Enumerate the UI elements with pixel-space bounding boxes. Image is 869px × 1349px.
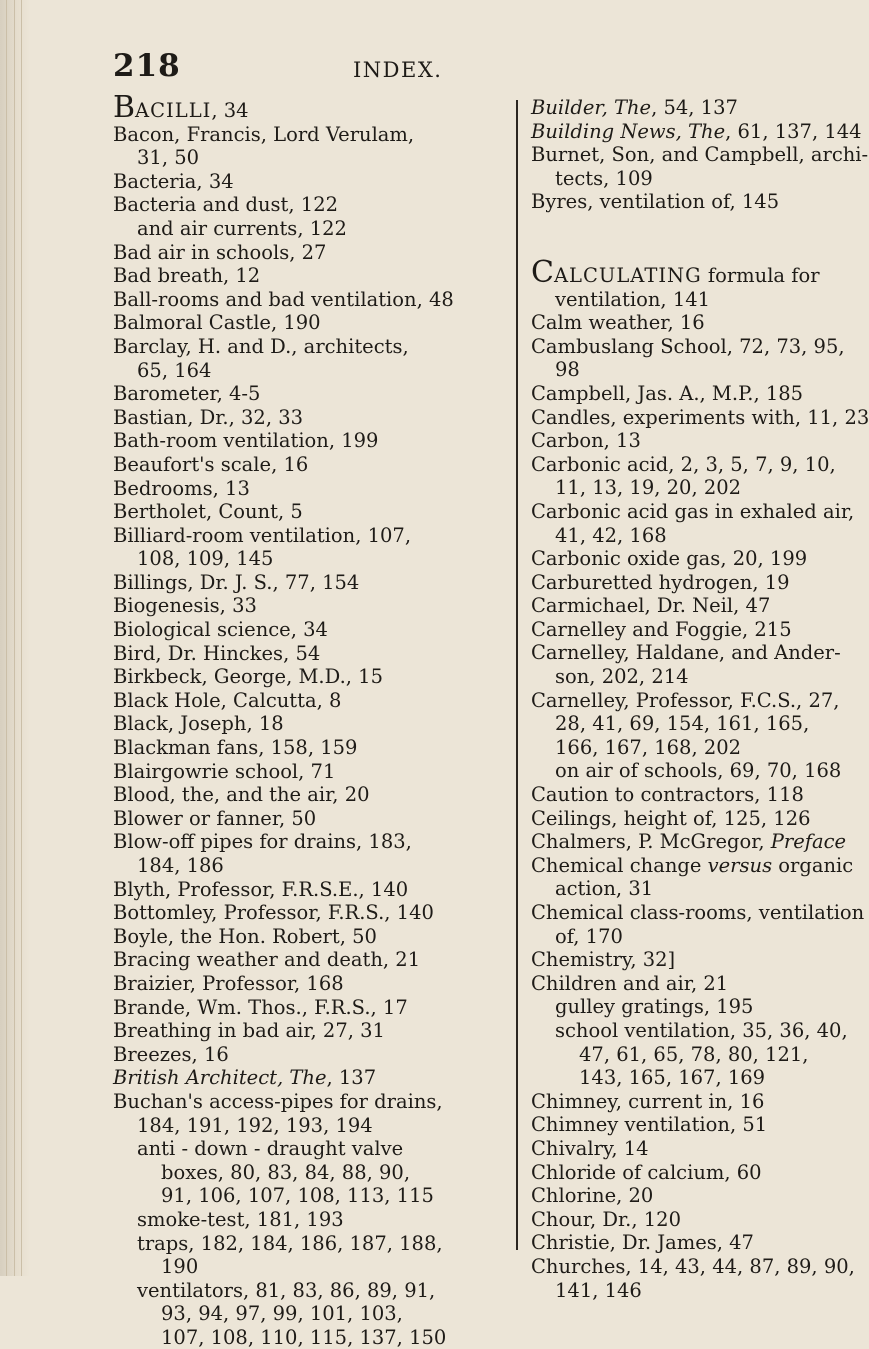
index-subentry — [113, 1232, 508, 1279]
entry-text: Bacteria and dust, 122 — [113, 193, 339, 217]
entry-text: Billiard-room ventilation, 107, — [113, 523, 412, 547]
section-word: ALCULATING — [553, 263, 702, 287]
index-entry — [531, 429, 799, 453]
entry-text: Chimney, current in, 16 — [531, 1089, 765, 1113]
entry-text: 98 — [555, 358, 580, 382]
entry-text: Biological science, 34 — [113, 618, 328, 642]
index-subentry — [113, 1279, 508, 1349]
entry-text: Bracing weather and death, 21 — [113, 948, 421, 972]
index-entry — [531, 405, 869, 430]
entry-text: 11, 13, 19, 20, 202 — [555, 476, 742, 500]
index-entry — [531, 452, 836, 500]
entry-text: Barclay, H. and D., architects, — [113, 334, 409, 358]
entry-text: Carbonic acid, 2, 3, 5, 7, 9, 10, — [531, 452, 836, 476]
entry-text: Christie, Dr. James, 47 — [531, 1231, 754, 1255]
entry-text: 141, 146 — [555, 1278, 642, 1302]
index-column-right — [531, 96, 869, 1302]
index-entry — [113, 241, 508, 265]
index-entry — [531, 547, 808, 571]
index-entry — [531, 972, 799, 996]
entry-text: , 137 — [326, 1066, 377, 1090]
index-column-left — [113, 90, 508, 1349]
entry-text: Buchan's access-pipes for drains, — [113, 1089, 443, 1113]
entry-text: Bastian, Dr., 32, 33 — [113, 405, 304, 429]
entry-text: traps, 182, 184, 186, 187, 188, — [137, 1231, 443, 1255]
entry-text: Black, Joseph, 18 — [113, 712, 284, 736]
entry-text: Billings, Dr. J. S., 77, 154 — [113, 570, 360, 594]
index-entry — [531, 143, 869, 190]
index-entry — [113, 594, 508, 618]
entry-text: son, 202, 214 — [555, 665, 689, 689]
entry-text: 93, 94, 97, 99, 101, 103, — [161, 1302, 403, 1326]
index-entry — [113, 264, 508, 288]
index-subentry — [531, 995, 799, 1019]
index-entry — [531, 783, 804, 807]
entry-text: gulley gratings, 195 — [555, 995, 754, 1019]
entry-text: Cambuslang School, 72, 73, 95, — [531, 334, 845, 358]
index-entry — [531, 641, 841, 689]
entry-text: 108, 109, 145 — [137, 547, 274, 571]
entry-text: 107, 108, 110, 115, 137, 150 — [161, 1325, 447, 1349]
entry-text: Carbonic acid gas in exhaled air, — [531, 499, 855, 523]
index-entry — [531, 381, 804, 406]
index-entry — [113, 429, 508, 453]
index-entry — [531, 948, 799, 972]
entry-text: , 54, 137 — [651, 96, 738, 119]
index-entry — [113, 642, 508, 666]
index-entry — [113, 925, 508, 949]
entry-text: Bird, Dr. Hinckes, 54 — [113, 641, 321, 665]
entry-text: action, 31 — [555, 877, 654, 901]
entry-text: Chalmers, P. McGregor, — [531, 830, 771, 854]
entry-italic-text: Preface — [770, 830, 847, 854]
index-entry — [113, 170, 508, 194]
entry-text: Bottomley, Professor, F.R.S., 140 — [113, 901, 434, 925]
index-entry — [531, 1161, 799, 1185]
index-entry — [531, 901, 865, 948]
entry-text: Chemical class-rooms, ventilation — [531, 901, 865, 924]
entry-text: and air currents, 122 — [137, 216, 347, 240]
index-entry — [113, 1043, 508, 1067]
index-entry — [113, 193, 508, 217]
entry-text: anti - down - draught valve — [137, 1137, 404, 1161]
entry-text: , 61, 137, 144 — [725, 119, 862, 143]
index-entry — [113, 571, 508, 595]
entry-text: Children and air, 21 — [531, 971, 729, 995]
entry-text: Burnet, Son, and Campbell, archi- — [531, 143, 869, 167]
entry-text: Black Hole, Calcutta, 8 — [113, 688, 342, 712]
index-entry — [531, 190, 799, 214]
index-entry — [113, 382, 508, 406]
index-entry — [113, 996, 508, 1020]
entry-text: 91, 106, 107, 108, 113, 115 — [161, 1184, 434, 1208]
entry-italic-text: versus — [707, 853, 773, 877]
index-entry — [113, 1066, 508, 1090]
index-entry — [531, 571, 799, 595]
index-entry — [113, 453, 508, 477]
entry-text: 47, 61, 65, 78, 80, 121, — [579, 1042, 809, 1066]
index-entry — [113, 783, 508, 807]
section-heading-entry — [113, 90, 508, 125]
entry-text: Carburetted hydrogen, 19 — [531, 570, 790, 594]
index-subentry — [531, 1018, 848, 1090]
entry-text: Breathing in bad air, 27, 31 — [113, 1019, 385, 1043]
entry-text: ventilation, 141 — [555, 287, 711, 311]
entry-text: school ventilation, 35, 36, 40, — [555, 1018, 848, 1042]
entry-text: 28, 41, 69, 154, 161, 165, — [555, 712, 810, 736]
index-entry — [531, 806, 811, 831]
entry-text: organic — [772, 853, 854, 877]
index-entry — [531, 96, 799, 120]
entry-text: tects, 109 — [555, 166, 653, 190]
section-initial: B — [113, 90, 136, 125]
index-entry — [113, 807, 508, 831]
index-entry — [531, 618, 799, 642]
entry-text: boxes, 80, 83, 84, 88, 90, — [161, 1160, 411, 1184]
entry-text: Blower or fanner, 50 — [113, 806, 317, 830]
index-entry — [113, 311, 508, 335]
index-entry — [531, 688, 840, 760]
index-entry — [113, 830, 508, 877]
entry-text: Bacon, Francis, Lord Verulam, — [113, 122, 415, 146]
index-subentry — [113, 217, 508, 241]
entry-text: Chemistry, 32] — [531, 948, 676, 972]
entry-text: Biogenesis, 33 — [113, 594, 257, 618]
entry-text: Chemical change — [531, 853, 708, 877]
entry-text: Blackman fans, 158, 159 — [113, 736, 358, 760]
index-entry — [113, 500, 508, 524]
entry-text: ventilators, 81, 83, 86, 89, 91, — [137, 1278, 436, 1302]
entry-text: Chloride of calcium, 60 — [531, 1160, 762, 1184]
entry-text: Bath-room ventilation, 199 — [113, 429, 379, 453]
section-initial: C — [531, 254, 554, 290]
index-entry — [531, 594, 799, 618]
entry-text: Beaufort's scale, 16 — [113, 452, 309, 476]
entry-text: Braizier, Professor, 168 — [113, 971, 344, 995]
page-binding-edge — [0, 0, 30, 1276]
entry-text: 184, 186 — [137, 854, 224, 877]
index-entry — [531, 830, 847, 854]
entry-italic-text: British Architect, The — [113, 1066, 327, 1090]
entry-text: Balmoral Castle, 190 — [113, 311, 321, 335]
index-entry — [531, 1113, 799, 1137]
entry-text: 65, 164 — [137, 358, 212, 382]
entry-italic-text: Builder, The — [531, 96, 652, 119]
entry-text: Blairgowrie school, 71 — [113, 759, 336, 783]
entry-text: on air of schools, 69, 70, 168 — [555, 759, 842, 783]
index-entry — [113, 1019, 508, 1043]
entry-text: Chimney ventilation, 51 — [531, 1113, 768, 1137]
index-entry — [113, 335, 508, 382]
entry-text: Chour, Dr., 120 — [531, 1207, 681, 1231]
entry-text: Carmichael, Dr. Neil, 47 — [531, 594, 771, 618]
entry-text: Ball-rooms and bad ventilation, 48 — [113, 287, 454, 311]
entry-text: Barometer, 4-5 — [113, 382, 261, 406]
index-entry — [531, 119, 862, 144]
entry-text: formula for — [701, 263, 820, 287]
entry-text: 143, 165, 167, 169 — [579, 1066, 766, 1090]
entry-text: Churches, 14, 43, 44, 87, 89, 90, — [531, 1254, 855, 1278]
index-entry — [531, 334, 845, 382]
index-entry — [113, 878, 508, 902]
index-entry — [113, 618, 508, 642]
index-entry — [531, 311, 799, 335]
index-entry — [531, 1090, 799, 1114]
index-entry — [113, 712, 508, 736]
index-entry — [531, 1231, 799, 1255]
entry-text: Blow-off pipes for drains, 183, — [113, 830, 412, 854]
entry-text: Candles, experiments with, 11, 23 — [531, 405, 869, 429]
index-subentry — [113, 1137, 508, 1208]
entry-text: of, 170 — [555, 924, 623, 948]
index-entry — [113, 760, 508, 784]
entry-text: Brande, Wm. Thos., F.R.S., 17 — [113, 995, 408, 1019]
page-header — [113, 48, 713, 88]
index-entry — [531, 1137, 799, 1161]
index-entry — [113, 948, 508, 972]
entry-text: , 34 — [211, 99, 249, 122]
entry-text: Ceilings, height of, 125, 126 — [531, 806, 811, 830]
entry-text: Boyle, the Hon. Robert, 50 — [113, 924, 377, 948]
running-head: INDEX. — [353, 58, 443, 82]
entry-text: Birkbeck, George, M.D., 15 — [113, 665, 383, 689]
entry-text: Bedrooms, 13 — [113, 476, 250, 500]
entry-italic-text: Building News, The — [531, 119, 726, 143]
section-word: ACILLI — [135, 99, 212, 122]
entry-text: 190 — [161, 1255, 199, 1279]
entry-text: Blood, the, and the air, 20 — [113, 783, 370, 807]
entry-text: Campbell, Jas. A., M.P., 185 — [531, 381, 804, 405]
entry-text: Carnelley and Foggie, 215 — [531, 617, 792, 641]
entry-text: 184, 191, 192, 193, 194 — [137, 1113, 373, 1137]
entry-text: Carnelley, Professor, F.C.S., 27, — [531, 688, 840, 712]
index-subentry — [531, 759, 842, 783]
index-subentry — [113, 1208, 508, 1232]
index-entry — [113, 406, 508, 430]
index-entry — [113, 972, 508, 996]
index-entry — [531, 853, 854, 901]
entry-text: Breezes, 16 — [113, 1042, 229, 1066]
section-heading-entry — [531, 254, 820, 290]
section-gap — [531, 214, 799, 261]
index-entry — [113, 288, 508, 312]
entry-text: 166, 167, 168, 202 — [555, 735, 742, 759]
index-entry — [531, 1208, 799, 1232]
entry-text: 31, 50 — [137, 146, 200, 170]
index-entry — [113, 477, 508, 501]
index-entry — [531, 1184, 799, 1208]
index-entry — [113, 524, 508, 571]
entry-text: Carnelley, Haldane, and Ander- — [531, 641, 841, 665]
index-entry — [531, 499, 855, 547]
entry-text: Chivalry, 14 — [531, 1136, 649, 1160]
entry-text: Carbonic oxide gas, 20, 199 — [531, 547, 808, 571]
entry-text: Bad breath, 12 — [113, 264, 261, 288]
entry-text: Bacteria, 34 — [113, 169, 234, 193]
entry-text: Blyth, Professor, F.R.S.E., 140 — [113, 877, 409, 901]
index-entry — [531, 288, 799, 312]
entry-text: Bertholet, Count, 5 — [113, 500, 303, 524]
index-entry — [113, 1090, 508, 1137]
index-entry — [113, 665, 508, 689]
column-divider — [516, 100, 518, 1250]
page-number: 218 — [113, 48, 181, 84]
entry-text: Caution to contractors, 118 — [531, 783, 804, 807]
entry-text: Calm weather, 16 — [531, 311, 705, 335]
index-entry — [113, 123, 508, 170]
index-entry — [113, 901, 508, 925]
index-entry — [113, 736, 508, 760]
entry-text: Bad air in schools, 27 — [113, 240, 327, 264]
entry-text: Carbon, 13 — [531, 429, 641, 453]
entry-text: Chlorine, 20 — [531, 1184, 654, 1208]
entry-text: smoke-test, 181, 193 — [137, 1207, 344, 1231]
entry-text: 41, 42, 168 — [555, 523, 667, 547]
index-entry — [531, 1254, 855, 1302]
index-entry — [113, 689, 508, 713]
entry-text: Byres, ventilation of, 145 — [531, 190, 780, 214]
